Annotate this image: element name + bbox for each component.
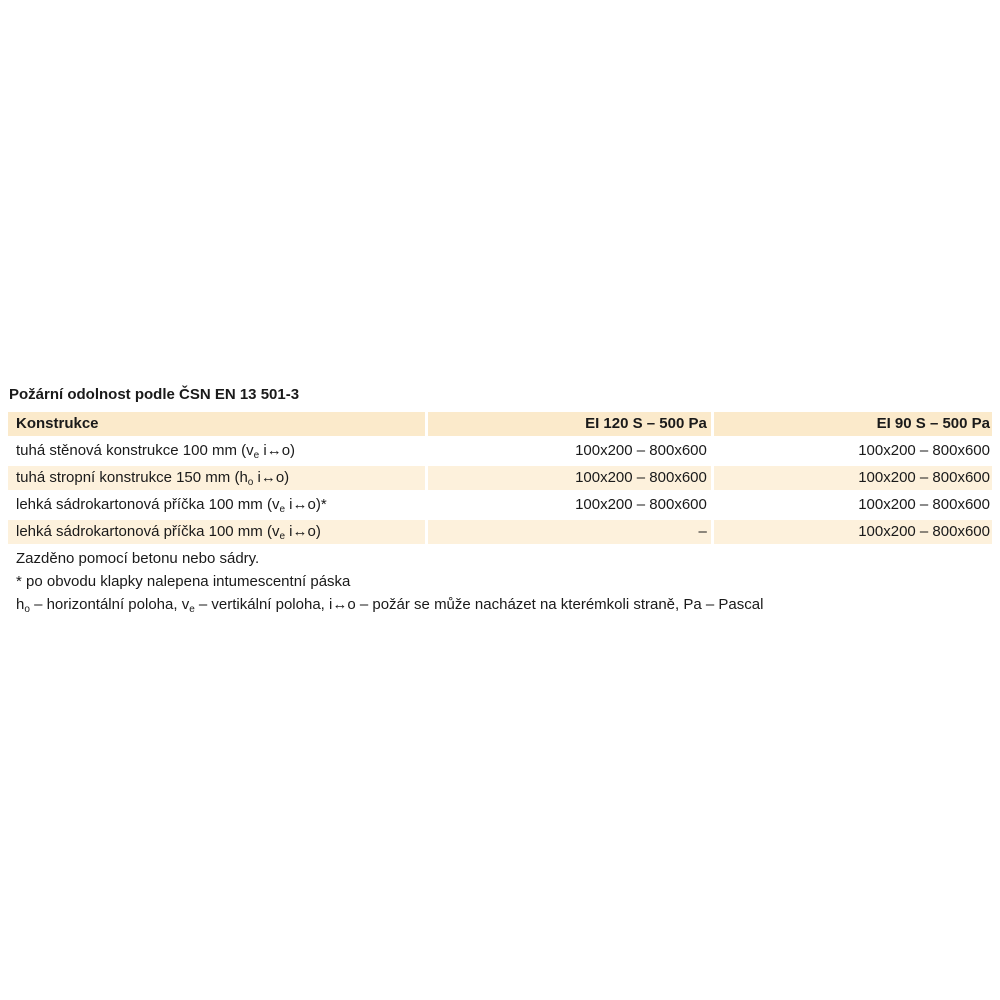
construction-text: tuhá stěnová konstrukce 100 mm ( xyxy=(16,442,247,459)
ei120-cell: 100x200 – 800x600 xyxy=(428,466,711,490)
direction-text: i↔o) xyxy=(253,469,290,486)
position-subscript: o xyxy=(247,477,254,488)
position-letter: v xyxy=(271,523,280,540)
table-row xyxy=(8,439,992,463)
position-letter: h xyxy=(239,469,248,486)
legend-io: i↔o xyxy=(329,596,356,613)
table-row xyxy=(8,466,992,490)
construction-text: lehká sádrokartonová příčka 100 mm ( xyxy=(16,523,272,540)
legend-h-subscript: o xyxy=(24,604,30,615)
table-row xyxy=(8,493,992,517)
legend-v-text: – vertikální poloha, xyxy=(194,596,329,613)
legend-h: h xyxy=(16,596,25,613)
ei90-cell: 100x200 – 800x600 xyxy=(714,466,992,490)
construction-cell xyxy=(8,520,425,544)
ei90-cell: 100x200 – 800x600 xyxy=(714,520,992,544)
position-letter: v xyxy=(246,442,254,459)
direction-text: i↔o) xyxy=(259,442,296,459)
direction-text: i↔o) xyxy=(285,523,321,540)
position-letter: v xyxy=(271,496,280,513)
note-intumescent: * po obvodu klapky nalepena intumescentní páska xyxy=(16,573,351,590)
legend-v-subscript: e xyxy=(189,604,195,615)
note-legend xyxy=(16,593,992,616)
note-walling: Zazděno pomocí betonu nebo sádry. xyxy=(16,550,260,567)
table-header-row xyxy=(8,412,992,436)
construction-text: tuhá stropní konstrukce 150 mm ( xyxy=(16,469,240,486)
ei90-cell: 100x200 – 800x600 xyxy=(714,439,992,463)
ei90-cell: 100x200 – 800x600 xyxy=(714,493,992,517)
position-subscript: e xyxy=(279,531,286,542)
position-subscript: e xyxy=(253,450,260,461)
document xyxy=(8,384,992,616)
legend-io-text: – požár se může nacházet na kterémkoli straně, Pa – Pascal xyxy=(355,596,764,613)
header-ei120: EI 120 S – 500 Pa xyxy=(428,412,711,436)
ei120-cell: 100x200 – 800x600 xyxy=(428,439,711,463)
construction-cell xyxy=(8,466,425,490)
header-ei90: EI 90 S – 500 Pa xyxy=(714,412,992,436)
table-row xyxy=(8,520,992,544)
footnotes xyxy=(8,547,992,616)
fire-resistance-table xyxy=(5,409,995,547)
legend-h-text: – horizontální poloha, xyxy=(29,596,182,613)
legend-v: v xyxy=(181,596,190,613)
ei120-cell: – xyxy=(428,520,711,544)
construction-cell xyxy=(8,493,425,517)
page-title: Požární odolnost podle ČSN EN 13 501-3 xyxy=(9,386,300,403)
position-subscript: e xyxy=(279,504,286,515)
construction-cell xyxy=(8,439,425,463)
construction-text: lehká sádrokartonová příčka 100 mm ( xyxy=(16,496,272,513)
ei120-cell: 100x200 – 800x600 xyxy=(428,493,711,517)
header-construction: Konstrukce xyxy=(8,412,425,436)
direction-text: i↔o)* xyxy=(285,496,327,513)
